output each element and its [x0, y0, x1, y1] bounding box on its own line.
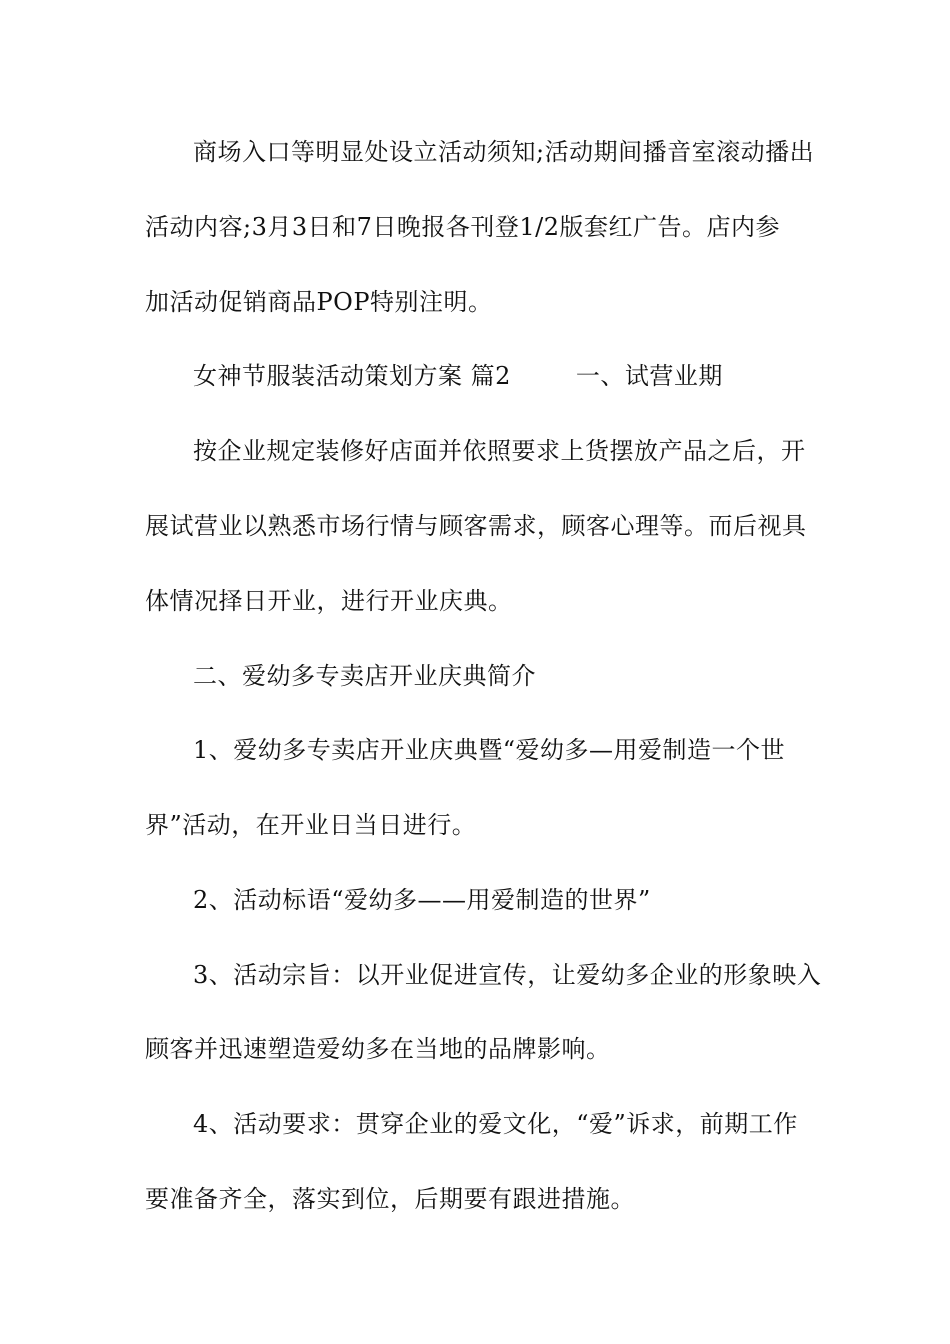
paragraph-line: 3、活动宗旨：以开业促进宣传，让爱幼多企业的形象映入: [193, 961, 822, 989]
paragraph-line: 4、活动要求：贯穿企业的爱文化，“爱”诉求，前期工作: [193, 1110, 798, 1138]
paragraph-line: 界”活动，在开业日当日进行。: [145, 811, 477, 839]
paragraph-line: 展试营业以熟悉市场行情与顾客需求，顾客心理等。而后视具: [145, 512, 807, 540]
paragraph-line: 按企业规定装修好店面并依照要求上货摆放产品之后，开: [193, 437, 806, 465]
section-heading: 二、爱幼多专卖店开业庆典简介: [193, 662, 536, 690]
paragraph-line: 体情况择日开业，进行开业庆典。: [145, 587, 513, 615]
paragraph-line: 1、爱幼多专卖店开业庆典暨“爱幼多—用爱制造一个世: [193, 736, 786, 764]
paragraph-line: 顾客并迅速塑造爱幼多在当地的品牌影响。: [145, 1035, 611, 1063]
paragraph-line: 要准备齐全，落实到位，后期要有跟进措施。: [145, 1185, 635, 1213]
paragraph-line: 2、活动标语“爱幼多——用爱制造的世界”: [193, 886, 651, 914]
section-heading: 女神节服装活动策划方案 篇2 一、试营业期: [193, 362, 723, 390]
paragraph-line: 加活动促销商品POP特别注明。: [145, 288, 493, 316]
paragraph-line: 商场入口等明显处设立活动须知;活动期间播音室滚动播出: [193, 138, 815, 166]
paragraph-line: 活动内容;3月3日和7日晚报各刊登1/2版套红广告。店内参: [145, 213, 781, 241]
